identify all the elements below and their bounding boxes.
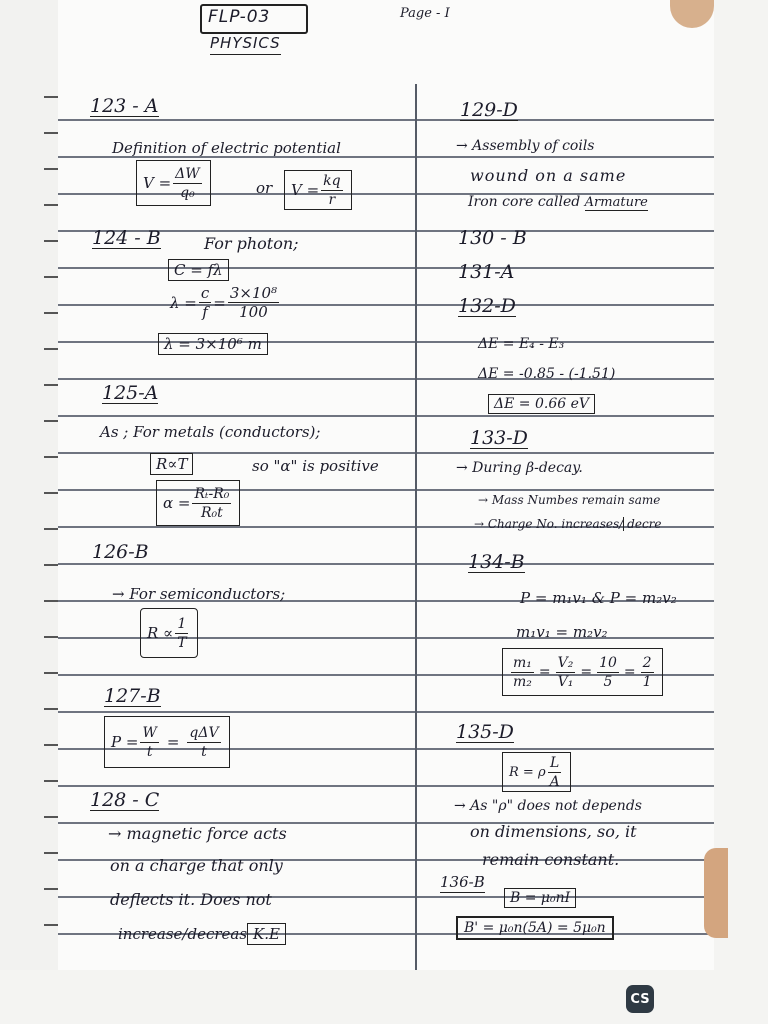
fraction-numerator: c: [200, 284, 210, 302]
question-number: 124 - B: [92, 227, 161, 249]
answer-text-part: Iron core called: [468, 194, 581, 210]
margin-tick: [44, 204, 58, 206]
question-number: 136-B: [440, 873, 485, 891]
margin-tick: [44, 888, 58, 890]
answer-text: ΔE = E₄ - E₃: [478, 336, 565, 352]
answer-text: on dimensions, so, it: [470, 822, 637, 841]
question-number: 123 - A: [90, 95, 159, 117]
fraction-denominator: V₁: [557, 673, 574, 690]
equals-sign: =: [213, 293, 226, 312]
margin-tick: [44, 528, 58, 530]
boxed-formula: B' = μ₀n(5A) = 5μ₀n: [456, 916, 614, 940]
underlined-term: Armature: [584, 195, 648, 210]
thumb-photo-artifact: [704, 848, 728, 938]
fraction-denominator: 1: [642, 673, 652, 690]
fraction-denominator: R₀t: [201, 504, 223, 521]
page-title: FLP-03: [208, 7, 271, 27]
question-number: 127-B: [104, 685, 161, 707]
question-number: 135-D: [456, 721, 514, 743]
margin-tick: [44, 564, 58, 566]
fraction: [641, 654, 654, 691]
answer-text: As ; For metals (conductors);: [100, 423, 321, 441]
fraction: [192, 485, 231, 522]
column-divider: [415, 84, 417, 970]
answer-text: For photon;: [204, 234, 299, 253]
margin-tick: [44, 816, 58, 818]
fraction-numerator: W: [142, 724, 157, 741]
fraction-numerator: m₁: [513, 654, 532, 671]
fraction-numerator: ΔW: [175, 165, 200, 182]
answer-text: ΔE = -0.85 - (-1.51): [478, 366, 616, 382]
formula-box: [104, 716, 230, 768]
answer-text: [118, 924, 286, 944]
fraction-numerator: 3×10⁸: [229, 284, 278, 302]
margin-tick: [44, 96, 58, 98]
question-number: 134-B: [468, 551, 525, 573]
answer-text: P = m₁v₁ & P = m₂v₂: [520, 589, 677, 607]
question-number: 130 - B: [458, 227, 527, 249]
answer-text: → During β-decay.: [456, 460, 583, 476]
formula-lhs: λ =: [170, 293, 197, 312]
fraction-denominator: 100: [239, 303, 268, 321]
formula-box: $\frac{\text{m₁}}{\text{m₂}}$ = $\frac{\text{V₂}}{\text{V₁}}$ = $\frac{10}{5}$ = $\frac{2}{1}$: [502, 648, 663, 696]
fraction-denominator: t: [146, 743, 153, 760]
formula-box: [502, 752, 571, 792]
answer-text: → As "ρ" does not depends: [454, 798, 642, 814]
boxed-formula: R∝T: [150, 453, 193, 475]
fraction: [228, 284, 279, 321]
margin-tick: [44, 744, 58, 746]
fraction-denominator: T: [177, 634, 187, 651]
answer-text: → Mass Numbes remain same: [478, 493, 661, 507]
margin-tick: [44, 780, 58, 782]
question-number: 125-A: [102, 382, 159, 404]
answer-text: so "α" is positive: [252, 457, 379, 475]
formula-lhs: α =: [163, 494, 191, 512]
fraction-numerator: qΔV: [189, 724, 219, 741]
fraction-denominator: f: [202, 303, 208, 321]
answer-text: on a charge that only: [110, 856, 283, 875]
fraction-denominator: q₀: [180, 184, 195, 201]
margin-tick: [44, 312, 58, 314]
fraction: [187, 724, 220, 761]
fraction-denominator: 5: [603, 673, 613, 690]
fraction-denominator: t: [201, 743, 207, 760]
fraction: [175, 615, 188, 652]
question-number: 133-D: [470, 427, 528, 449]
fraction-numerator: kq: [323, 172, 341, 189]
connector-word: or: [256, 179, 273, 197]
fraction-numerator: 2: [642, 654, 652, 671]
boxed-formula: λ = 3×10⁶ m: [158, 333, 268, 355]
fraction: [556, 654, 576, 691]
margin-tick: [44, 636, 58, 638]
answer-text: [474, 514, 662, 534]
fraction: [548, 754, 562, 791]
subject-label: PHYSICS: [210, 34, 281, 55]
fraction: [140, 724, 158, 761]
formula-line: [170, 284, 281, 321]
equals-sign: =: [166, 733, 180, 751]
fraction-denominator: A: [549, 773, 560, 790]
formula-box: [136, 160, 211, 206]
formula-box: [284, 170, 352, 210]
answer-text: → Assembly of coils: [456, 138, 595, 154]
boxed-formula: K.E: [247, 923, 286, 945]
margin-tick: [44, 168, 58, 170]
boxed-formula: B = μ₀nI: [504, 888, 576, 908]
margin-tick: [44, 420, 58, 422]
margin-tick: [44, 600, 58, 602]
margin-tick: [44, 672, 58, 674]
fraction: [321, 172, 342, 209]
answer-text-part: → Charge No. increases/: [474, 517, 624, 531]
camscanner-logo: CS: [626, 985, 654, 1013]
answer-text: wound on a same: [470, 166, 627, 185]
page-header-area: [58, 0, 714, 84]
notebook-spine: [0, 0, 58, 970]
question-number: 132-D: [458, 295, 516, 317]
margin-tick: [44, 240, 58, 242]
fraction-numerator: V₂: [557, 654, 574, 671]
formula-lhs: V =: [143, 174, 172, 192]
page-number: Page - I: [400, 6, 450, 21]
fraction-denominator: m₂: [513, 673, 532, 690]
margin-tick: [44, 456, 58, 458]
answer-text: [468, 192, 648, 213]
fraction-numerator: 1: [177, 615, 187, 632]
fraction: [511, 654, 534, 691]
boxed-formula: ΔE = 0.66 eV: [488, 394, 595, 414]
question-number: 128 - C: [90, 789, 160, 811]
margin-tick: [44, 348, 58, 350]
answer-text-part: decre: [623, 517, 661, 531]
fraction-numerator: L: [550, 754, 560, 771]
answer-text: → magnetic force acts: [108, 824, 287, 843]
margin-tick: [44, 708, 58, 710]
formula-lhs: V =: [291, 181, 320, 199]
formula-box: [140, 608, 198, 658]
fraction-numerator: Rₜ-R₀: [194, 485, 230, 502]
margin-tick: [44, 852, 58, 854]
answer-text: m₁v₁ = m₂v₂: [516, 623, 608, 641]
answer-text: deflects it. Does not: [110, 890, 272, 909]
margin-tick: [44, 384, 58, 386]
fraction: [173, 165, 202, 202]
answer-text: Definition of electric potential: [112, 139, 341, 157]
answer-text: remain constant.: [482, 850, 620, 869]
formula-lhs: R ∝: [147, 624, 174, 642]
margin-tick: [44, 924, 58, 926]
margin-tick: [44, 276, 58, 278]
fraction-denominator: r: [328, 191, 336, 208]
fraction: [597, 654, 619, 691]
boxed-formula: C = fλ: [168, 259, 229, 281]
margin-tick: [44, 492, 58, 494]
fraction: [199, 284, 211, 321]
fraction-numerator: 10: [599, 654, 617, 671]
answer-text: → For semiconductors;: [112, 585, 286, 603]
formula-box: [156, 480, 240, 526]
answer-text-part: increase/decreas: [118, 925, 248, 943]
formula-lhs: P =: [111, 733, 139, 751]
question-number: 126-B: [92, 541, 149, 563]
question-number: 131-A: [458, 261, 515, 283]
margin-tick: [44, 132, 58, 134]
question-number: 129-D: [460, 99, 518, 121]
formula-lhs: R = ρ: [509, 764, 546, 780]
